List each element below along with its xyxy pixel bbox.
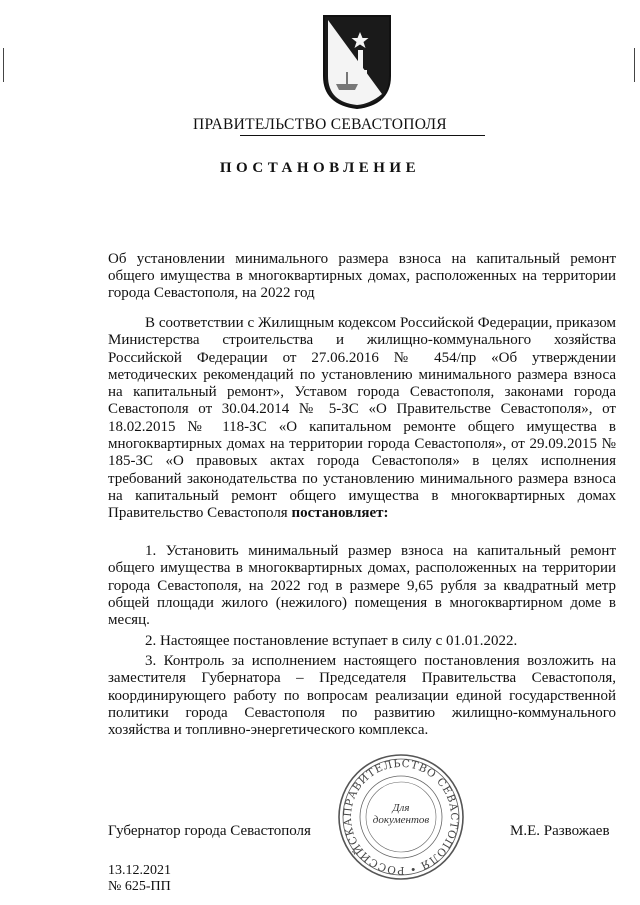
preamble-verb: постановляет: — [291, 505, 389, 522]
document-number: № 625-ПП — [108, 879, 171, 894]
document-subject: Об установлении минимального размера взноса на капитальный ремонт общего имущества в многоквартирных домах, расположенных на территории города Севастополя, на 2022 год — [108, 251, 616, 302]
seal-ring-text: ПРАВИТЕЛЬСТВО СЕВАСТОПОЛЯ • РОССИЙСКА — [341, 757, 461, 877]
resolution-item-2: 2. Настоящее постановление вступает в силу с 01.01.2022. — [145, 633, 518, 649]
seal-center-line-1: Для — [392, 802, 410, 814]
official-seal — [336, 752, 466, 882]
signatory-name: М.Е. Развожаев — [510, 823, 610, 839]
signatory-title: Губернатор города Севастополя — [108, 823, 311, 839]
header-underline — [240, 135, 485, 136]
scan-edge-left — [3, 48, 4, 82]
organization-name: ПРАВИТЕЛЬСТВО СЕВАСТОПОЛЯ — [193, 116, 447, 133]
seal-center-line-2: документов — [372, 814, 430, 826]
resolution-item-3: 3. Контроль за исполнением настоящего постановления возложить на заместителя Губернатора – Председателя Правительства Севастополя, координирующего работу по вопросам реализации единой государственной политики города Севастополя по развитию жилищно-коммунального хозяйства и топливно-энергетического комплекса. — [108, 653, 616, 739]
resolution-item-1: 1. Установить минимальный размер взноса на капитальный ремонт общего имущества в многоквартирных домах, расположенных на территории города Севастополя, на 2022 год в размере 9,65 рубля за квадратный метр общей площади жилого (нежилого) помещения в многоквартирном доме в месяц. — [108, 543, 616, 629]
sevastopol-coat-of-arms-icon — [322, 14, 392, 110]
document-type-title: ПОСТАНОВЛЕНИЕ — [219, 160, 421, 176]
preamble-paragraph — [108, 315, 616, 523]
preamble-text: В соответствии с Жилищным кодексом Российской Федерации, приказом Министерства строительства и жилищно-коммунального хозяйства Российской Федерации от 27.06.2016 № 454/пр «Об утверждении методических рекомендаций по установлению минимального размера взноса на капитальный ремонт», Уставом города Севастополя, законами города Севастополя от 30.04.2014 № 5-ЗС «О Правительстве Севастополя», от 18.02.2015 № 118-ЗС «О капитальном ремонте общего имущества в многоквартирных домах на территории города Севастополя», от 29.09.2015 № 185-ЗС «О правовых актах города Севастополя» в целях исполнения требований законодательства по установлению минимального размера взноса на капитальный ремонт общего имущества в многоквартирных домах Правительство Севастополя — [108, 315, 616, 522]
document-date: 13.12.2021 — [108, 863, 171, 878]
seal-center-text — [336, 802, 466, 826]
scan-edge-right — [634, 48, 635, 82]
